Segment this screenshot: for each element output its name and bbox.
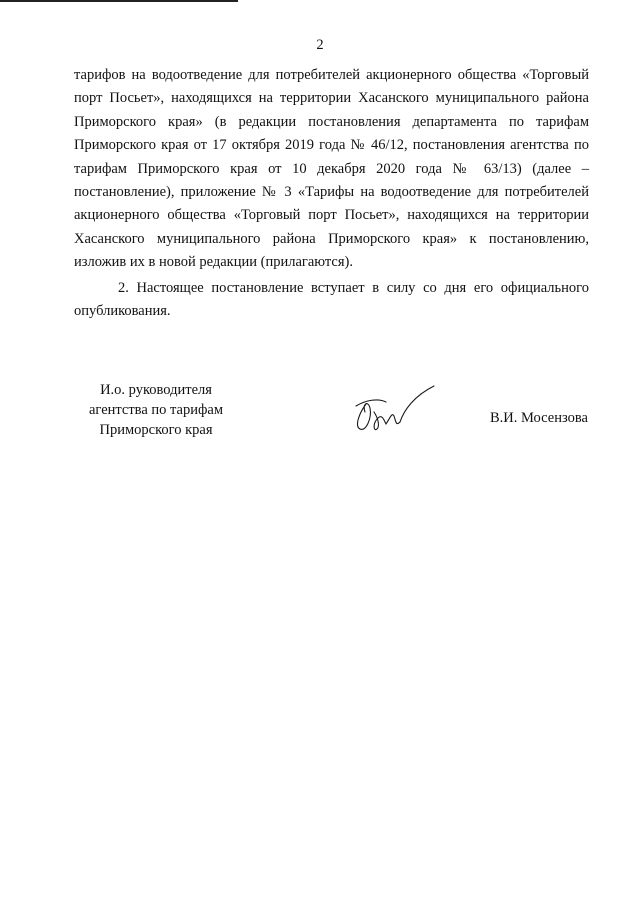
signer-name: В.И. Мосензова — [490, 410, 588, 426]
document-body — [74, 64, 589, 323]
signer-title-line: И.о. руководителя — [100, 382, 212, 398]
paragraph-continuation: тарифов на водоотведение для потребителей акционерного общества «Торговый порт Посьет», находящихся на территории Хасанского муниципального района Приморского края» (в редакции постановления департамента по тарифам Приморского края от 17 октября 2019 года № 46/12, постановления агентства по тарифам Приморского края от 10 декабря 2020 года № 63/13) (далее – постановление), приложение № 3 «Тарифы на водоотведение для потребителей акционерного общества «Торговый порт Посьет», находящихся на территории Хасанского муниципального района Приморского края» к постановлению, изложив их в новой редакции (прилагаются). — [74, 67, 589, 271]
handwritten-signature — [348, 382, 438, 438]
top-rule — [0, 0, 238, 2]
paragraph-effective-date: 2. Настоящее постановление вступает в силу со дня его официального опубликования. — [74, 279, 589, 320]
page-number: 2 — [316, 37, 324, 53]
signer-title — [70, 380, 242, 440]
signer-title-line: Приморского края — [99, 422, 213, 438]
signer-title-line: агентства по тарифам — [89, 402, 223, 418]
